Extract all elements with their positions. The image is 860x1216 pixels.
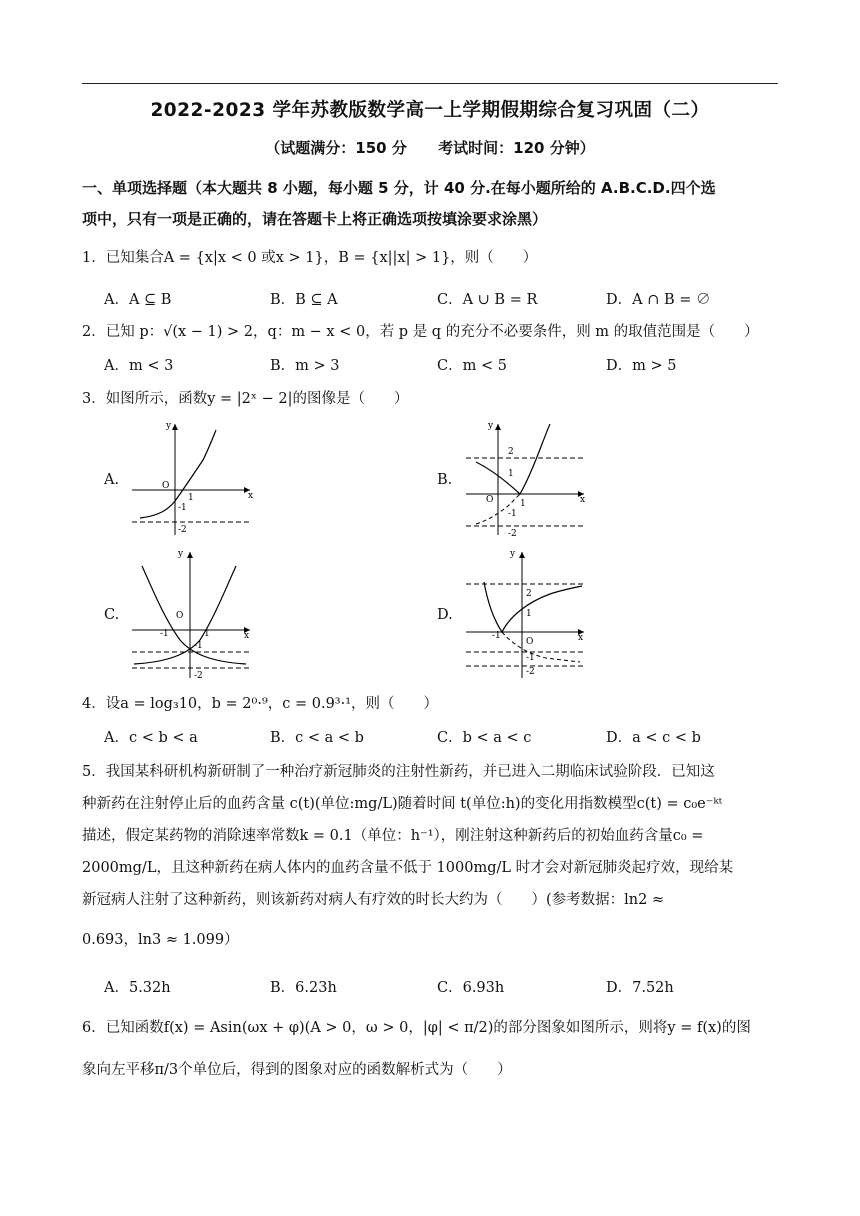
q3c-tick-neg1-y: -1 xyxy=(194,641,203,651)
q3d-tick-neg1-x: -1 xyxy=(492,631,501,641)
section-heading-line2: 项中，只有一项是正确的，请在答题卡上将正确选项按填涂要求涂黑） xyxy=(82,210,548,228)
q5-option-d[interactable]: D．7.52h xyxy=(606,980,674,996)
q3d-origin: O xyxy=(526,637,534,647)
q3b-tick-neg1: -1 xyxy=(508,509,517,519)
q3b-x-label: x xyxy=(580,495,586,505)
q3b-tick-1-y: 1 xyxy=(508,469,514,479)
question-6-line1: 6．已知函数f(x) = Asin(ωx + φ)(A > 0，ω > 0，|φ| < π/2)的部分图象如图所示，则将y = f(x)的图 xyxy=(82,1020,751,1036)
question-3-stem: 3．如图所示，函数y = |2ˣ − 2|的图像是（ ） xyxy=(82,391,409,407)
q4-option-a[interactable]: A．c < b < a xyxy=(104,730,198,746)
q2-option-d[interactable]: D．m > 5 xyxy=(606,358,677,374)
q3c-y-label: y xyxy=(178,549,184,559)
q3-graph-c[interactable] xyxy=(128,548,254,680)
q5-line-4: 2000mg/L，且这种新药在病人体内的血药含量不低于 1000mg/L 时才会对新冠肺炎起疗效，现给某 xyxy=(82,860,734,876)
q2-option-b[interactable]: B．m > 3 xyxy=(270,358,340,374)
q3b-tick-1-x: 1 xyxy=(520,499,526,509)
q5-line-6: 0.693，ln3 ≈ 1.099） xyxy=(82,932,239,948)
q3d-tick-neg1-y: -1 xyxy=(526,653,535,663)
q3a-tick-1: 1 xyxy=(188,493,194,503)
q3-option-c-label[interactable]: C. xyxy=(104,607,120,623)
q3c-tick-neg2: -2 xyxy=(194,671,203,680)
q4-option-d[interactable]: D．a < c < b xyxy=(606,730,701,746)
q3c-x-label: x xyxy=(244,631,250,641)
q5-line-2: 种新药在注射停止后的血药含量 c(t)(单位:mg/L)随着时间 t(单位:h)的变化用指数模型c(t) = c₀e⁻ᵏᵗ xyxy=(82,796,723,812)
q3d-x-label: x xyxy=(578,633,584,643)
q2-option-c[interactable]: C．m < 5 xyxy=(437,358,507,374)
q3-option-d-label[interactable]: D. xyxy=(437,607,453,623)
question-5-text xyxy=(82,760,782,949)
q3d-tick-2: 2 xyxy=(526,589,532,599)
q1-option-d[interactable]: D．A ∩ B = ∅ xyxy=(606,292,711,308)
q4-option-b[interactable]: B．c < a < b xyxy=(270,730,364,746)
exam-subtitle: （试题满分：150 分 考试时间：120 分钟） xyxy=(265,139,595,157)
q5-line-1: 5．我国某科研机构新研制了一种治疗新冠肺炎的注射性新药，并已进入二期临床试验阶段．已知这 xyxy=(82,764,715,780)
q1-option-a[interactable]: A．A ⊆ B xyxy=(104,292,172,308)
q5-option-a[interactable]: A．5.32h xyxy=(104,980,171,996)
question-6-line2: 象向左平移π/3个单位后，得到的图象对应的函数解析式为（ ） xyxy=(82,1062,512,1078)
q3b-y-label: y xyxy=(488,421,494,431)
q3a-x-label: x xyxy=(248,491,254,501)
question-1-stem: 1．已知集合A = {x|x < 0 或x > 1}，B = {x||x| > 1}，则（ ） xyxy=(82,250,538,266)
top-rule xyxy=(82,83,778,84)
q3d-tick-1: 1 xyxy=(526,609,532,619)
q3-option-b-label[interactable]: B. xyxy=(437,472,453,488)
q3b-origin: O xyxy=(486,495,494,505)
q3a-y-label: y xyxy=(166,421,172,431)
q5-option-b[interactable]: B．6.23h xyxy=(270,980,337,996)
q3-option-a-label[interactable]: A. xyxy=(104,472,120,488)
q3d-tick-neg2: -2 xyxy=(526,667,535,677)
q3b-tick-2: 2 xyxy=(508,447,514,457)
q3-graph-d[interactable] xyxy=(462,548,588,680)
q3a-tick-neg2: -2 xyxy=(178,525,187,535)
exam-title: 2022-2023 学年苏教版数学高一上学期假期综合复习巩固（二） xyxy=(150,100,710,121)
question-2-stem: 2．已知 p：√(x − 1) > 2，q：m − x < 0，若 p 是 q 的充分不必要条件，则 m 的取值范围是（ ） xyxy=(82,324,759,340)
q5-line-3: 描述，假定某药物的消除速率常数k = 0.1（单位：h⁻¹），刚注射这种新药后的初始血药含量c₀ = xyxy=(82,828,704,844)
q3a-tick-neg1: -1 xyxy=(178,503,187,513)
section-heading-line1: 一、单项选择题（本大题共 8 小题，每小题 5 分，计 40 分.在每小题所给的 A.B.C.D.四个选 xyxy=(82,179,716,197)
q3c-tick-1-x: 1 xyxy=(204,629,210,639)
q3c-tick-neg1-x: -1 xyxy=(160,629,169,639)
q1-option-c[interactable]: C．A ∪ B = R xyxy=(437,292,538,308)
q3-graph-a[interactable] xyxy=(128,420,254,538)
q3c-origin: O xyxy=(176,611,184,621)
q4-option-c[interactable]: C．b < a < c xyxy=(437,730,532,746)
q3d-y-label: y xyxy=(510,549,516,559)
q1-option-b[interactable]: B．B ⊆ A xyxy=(270,292,338,308)
q2-option-a[interactable]: A．m < 3 xyxy=(104,358,174,374)
q3b-tick-neg2: -2 xyxy=(508,529,517,538)
q5-line-5: 新冠病人注射了这种新药，则该新药对病人有疗效的时长大约为（ ）(参考数据：ln2 ≈ xyxy=(82,892,665,908)
q3a-origin: O xyxy=(162,481,170,491)
question-4-stem: 4．设a = log₃10，b = 2⁰·⁹，c = 0.9³·¹，则（ ） xyxy=(82,696,439,712)
q3-graph-b[interactable] xyxy=(462,420,588,538)
section-heading xyxy=(82,173,782,235)
q5-option-c[interactable]: C．6.93h xyxy=(437,980,505,996)
